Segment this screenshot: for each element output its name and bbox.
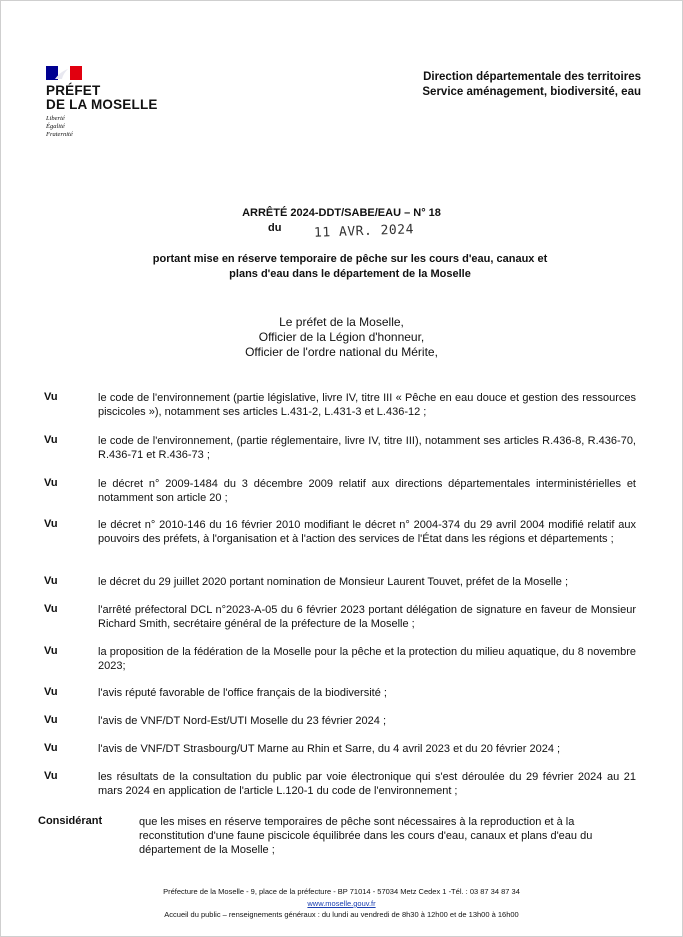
vu-item: la proposition de la fédération de la Moselle pour la pêche et la protection du milieu aquatique, du 8 novembre 2023; [98,646,636,672]
vu-item: l'avis réputé favorable de l'office français de la biodiversité ; [98,687,387,699]
considerant-text: que les mises en réserve temporaires de pêche sont nécessaires à la reproduction et à la reconstitution d'une faune piscicole équilibrée dans les cours d'eau, canaux et plans d'eau du département de la Moselle ; [139,816,593,856]
vu-label: Vu [44,434,58,446]
vu-item: l'avis de VNF/DT Strasbourg/UT Marne au Rhin et Sarre, du 4 avril 2023 et du 20 février 2024 ; [98,743,561,755]
arrete-du: du [268,222,282,234]
prefet-block [0,315,683,360]
vu-label: Vu [44,645,58,657]
footer-website-row [0,899,683,908]
date-stamp: 11 AVR. 2024 [313,222,415,241]
vu-label: Vu [44,575,58,587]
motto-liberte: Liberté [46,115,65,122]
vu-label: Vu [44,714,58,726]
footer-website-link[interactable]: www.moselle.gouv.fr [307,899,376,908]
vu-item: le code de l'environnement (partie législative, livre IV, titre III « Pêche en eau douce et gestion des ressources piscicoles »), notamment ses articles L.431-2, L.431-3 et L.436-12 ; [98,392,636,418]
vu-item: l'avis de VNF/DT Nord-Est/UTI Moselle du 23 février 2024 ; [98,715,387,727]
direction-block [422,70,641,100]
arrete-number: ARRÊTÉ 2024-DDT/SABE/EAU – N° 18 [242,207,441,219]
vu-label: Vu [44,603,58,615]
vu-label: Vu [44,742,58,754]
considerant-label: Considérant [38,815,103,827]
vu-label: Vu [44,518,58,530]
vu-label: Vu [44,770,58,782]
arrete-subject [90,252,610,282]
prefet-line: Officier de la Légion d'honneur, [258,330,425,344]
marianne-logo-icon [46,66,82,80]
vu-label: Vu [44,686,58,698]
footer-address: Préfecture de la Moselle - 9, place de la préfecture - BP 71014 - 57034 Metz Cedex 1 -Tél. : 03 87 34 87 34 [163,887,520,896]
vu-item: le code de l'environnement, (partie réglementaire, livre IV, titre III), notamment ses articles R.436-8, R.436-70, R.436-71 et R.436-73 ; [98,435,636,461]
prefet-line: Officier de l'ordre national du Mérite, [245,345,438,359]
prefet-title-line2: DE LA MOSELLE [46,97,158,112]
direction-line1: Direction départementale des territoires [423,71,641,83]
vu-item: le décret n° 2009-1484 du 3 décembre 2009 relatif aux directions départementales interministérielles et notamment son article 20 ; [98,478,636,504]
subject-line1: portant mise en réserve temporaire de pêche sur les cours d'eau, canaux et [152,253,548,265]
vu-item: l'arrêté préfectoral DCL n°2023-A-05 du 6 février 2023 portant délégation de signature en faveur de Monsieur Richard Smith, secrétaire général de la préfecture de la Moselle ; [98,604,636,630]
vu-label: Vu [44,477,58,489]
prefet-title-line1: PRÉFET [46,83,101,98]
footer-hours: Accueil du public – renseignements généraux : du lundi au vendredi de 8h30 à 12h00 et de 13h00 à 16h00 [164,910,519,919]
direction-line2: Service aménagement, biodiversité, eau [422,86,641,98]
subject-line2: plans d'eau dans le département de la Moselle [229,268,471,280]
prefet-line: Le préfet de la Moselle, [279,315,404,329]
vu-item: le décret du 29 juillet 2020 portant nomination de Monsieur Laurent Touvet, préfet de la Moselle ; [98,576,569,588]
vu-item: les résultats de la consultation du public par voie électronique qui s'est déroulée du 29 février 2024 au 21 mars 2024 en application de l'article L.120-1 du code de l'environnement ; [98,771,636,797]
motto-fraternite: Fraternité [46,131,73,138]
motto-egalite: Égalité [46,123,65,130]
vu-item: le décret n° 2010-146 du 16 février 2010 modifiant le décret n° 2004-374 du 29 avril 2004 modifié relatif aux pouvoirs des préfets, à l'organisation et à l'action des services de l'État dans les régions et départements ; [98,519,636,545]
vu-label: Vu [44,391,58,403]
